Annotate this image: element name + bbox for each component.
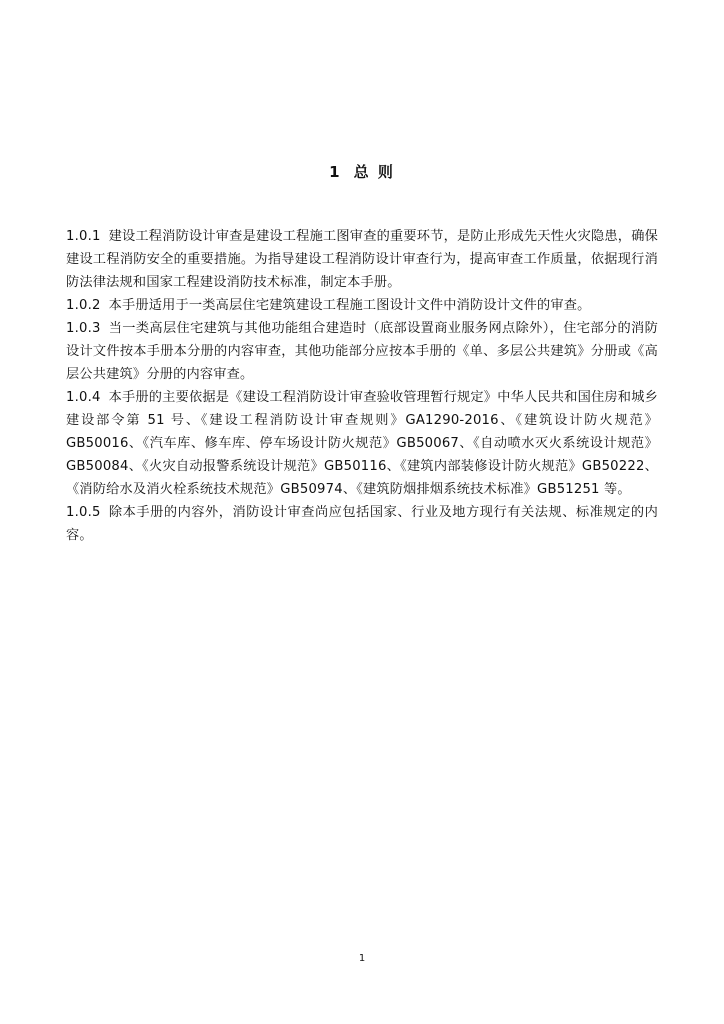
clause-number: 1.0.3 bbox=[66, 321, 101, 336]
clause-number: 1.0.2 bbox=[66, 298, 101, 313]
clause-1-0-2 bbox=[66, 294, 658, 317]
clause-1-0-5 bbox=[66, 501, 658, 547]
clause-1-0-4 bbox=[66, 386, 658, 501]
clause-number: 1.0.5 bbox=[66, 505, 101, 520]
clause-text: 除本手册的内容外，消防设计审查尚应包括国家、行业及地方现行有关法规、标准规定的内容。 bbox=[66, 505, 658, 543]
clause-text: 建设工程消防设计审查是建设工程施工图审查的重要环节，是防止形成先天性火灾隐患，确保建设工程消防安全的重要措施。为指导建设工程消防设计审查行为，提高审查工作质量，依据现行消防法律法规和国家工程建设消防技术标准，制定本手册。 bbox=[66, 229, 658, 290]
chapter-title-text: 总 则 bbox=[353, 163, 395, 181]
clause-text: 本手册的主要依据是《建设工程消防设计审查验收管理暂行规定》中华人民共和国住房和城乡建设部令第 51 号、《建设工程消防设计审查规则》GA1290-2016、《建筑设计防火规范》GB50016、《汽车库、修车库、停车场设计防火规范》GB50067、《自动喷水灭火系统设计规范》GB50084、《火灾自动报警系统设计规范》GB50116、《建筑内部装修设计防火规范》GB50222、《消防给水及消火栓系统技术规范》GB50974、《建筑防烟排烟系统技术标准》GB51251 等。 bbox=[66, 390, 658, 497]
clause-number: 1.0.1 bbox=[66, 229, 101, 244]
clause-1-0-3 bbox=[66, 317, 658, 386]
clause-1-0-1 bbox=[66, 225, 658, 294]
chapter-title bbox=[0, 161, 724, 182]
clause-text: 本手册适用于一类高层住宅建筑建设工程施工图设计文件中消防设计文件的审查。 bbox=[108, 298, 591, 313]
chapter-number: 1 bbox=[329, 163, 342, 181]
chapter-body bbox=[66, 225, 658, 547]
page-number: 1 bbox=[358, 953, 366, 964]
clause-text: 当一类高层住宅建筑与其他功能组合建造时（底部设置商业服务网点除外），住宅部分的消防设计文件按本手册本分册的内容审查，其他功能部分应按本手册的《单、多层公共建筑》分册或《高层公共建筑》分册的内容审查。 bbox=[66, 321, 658, 382]
clause-number: 1.0.4 bbox=[66, 390, 101, 405]
